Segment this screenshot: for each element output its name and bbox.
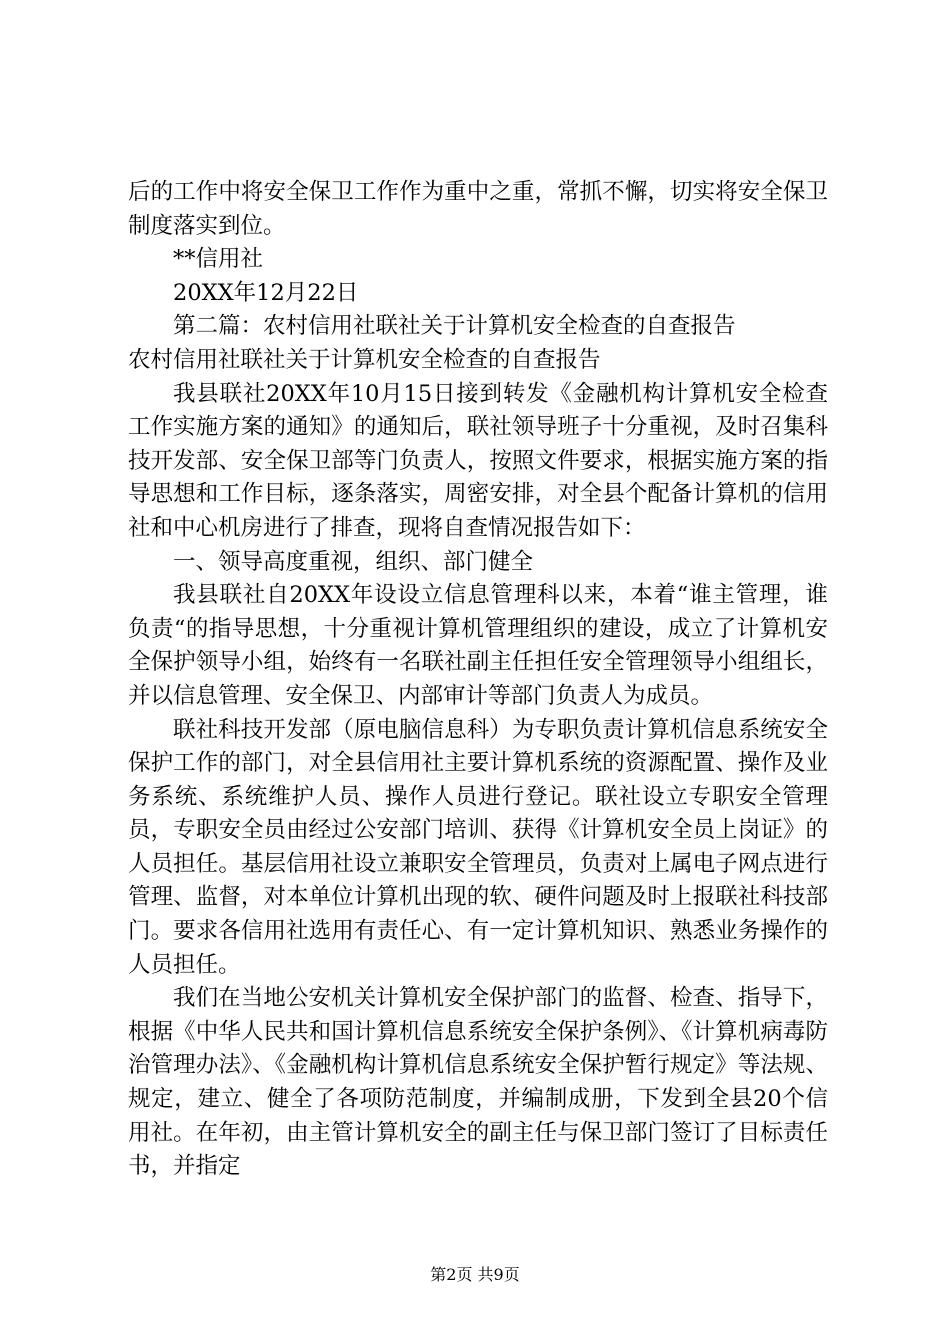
paragraph-intro: 我县联社20XX年10月15日接到转发《金融机构计算机安全检查工作实施方案的通知》的通知后，联社领导班子十分重视，及时召集科技开发部、安全保卫部等门负责人，按照文件要求，根据实施方案的指导思想和工作目标，逐条落实，周密安排，对全县个配备计算机的信用社和中心机房进行了排查，现将自查情况报告如下： [128,380,828,541]
paragraph-organization: 我县联社自20XX年设设立信息管理科以来，本着“谁主管理，谁负责“的指导思想，十分重视计算机管理组织的建设，成立了计算机安全保护领导小组，始终有一名联社副主任担任安全管理领导小组组长，并以信息管理、安全保卫、内部审计等部门负责人为成员。 [128,582,828,709]
page-footer: 第2页 共9页 [430,1265,520,1284]
document-body [128,176,828,1184]
paragraph-continuation: 后的工作中将安全保卫工作作为重中之重，常抓不懈，切实将安全保卫制度落实到位。 [128,179,828,239]
report-title: 农村信用社联社关于计算机安全检查的自查报告 [128,346,601,373]
signature-date: 20XX年12月22日 [173,279,359,306]
signature-org: **信用社 [173,246,264,273]
paragraph-regulations: 我们在当地公安机关计算机安全保护部门的监督、检查、指导下，根据《中华人民共和国计算机信息系统安全保护条例》、《计算机病毒防治管理办法》、《金融机构计算机信息系统安全保护暂行规定》等法规、规定，建立、健全了各项防范制度，并编制成册，下发到全县20个信用社。在年初，由主管计算机安全的副主任与保卫部门签订了目标责任书，并指定 [128,985,828,1180]
paragraph-tech-dept: 联社科技开发部（原电脑信息科）为专职负责计算机信息系统安全保护工作的部门，对全县信用社主要计算机系统的资源配置、操作及业务系统、系统维护人员、操作人员进行登记。联社设立专职安全管理员，专职安全员由经过公安部门培训、获得《计算机安全员上岗证》的人员担任。基层信用社设立兼职安全管理员，负责对上属电子网点进行管理、监督，对本单位计算机出现的软、硬件问题及时上报联社科技部门。要求各信用社选用有责任心、有一定计算机知识、熟悉业务操作的人员担任。 [128,716,828,978]
subheading-leadership: 一、领导高度重视，组织、部门健全 [173,548,534,575]
section-heading: 第二篇：农村信用社联社关于计算机安全检查的自查报告 [173,313,736,340]
